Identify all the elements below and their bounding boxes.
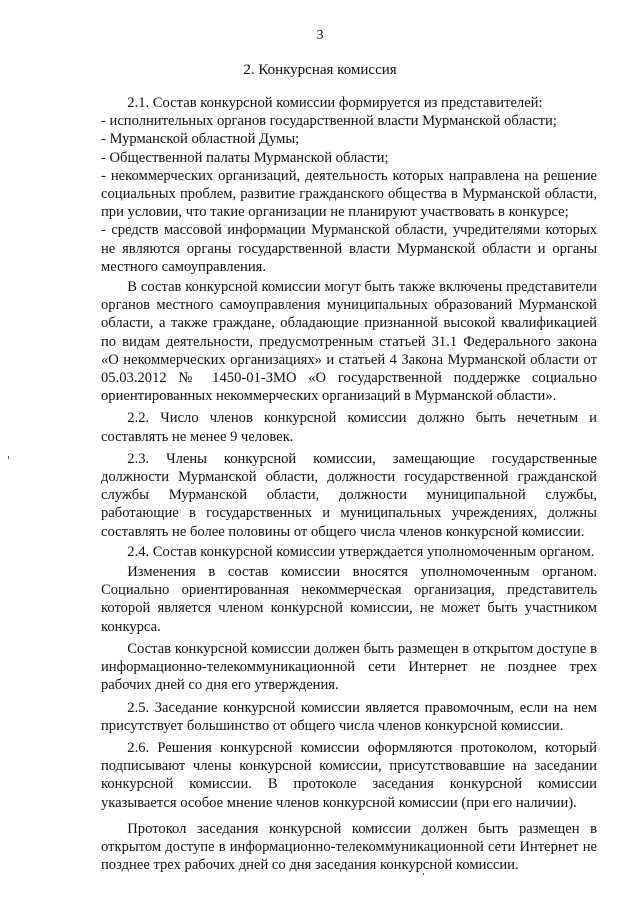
scan-mark-left [8,456,9,459]
paragraph-changes: Изменения в состав комиссии вносятся уполномоченным органом. Социально ориентированная некоммерческая организация, представитель которой является членом конкурсной комиссии, не может быть участником конкурса. [101,564,597,635]
paragraph-2-4: 2.4. Состав конкурсной комиссии утверждается уполномоченным органом. [127,543,595,560]
paragraph-2-6: 2.6. Решения конкурсной комиссии оформляются протоколом, который подписывают члены конкурсной комиссии, присутствовавшие на заседании конкурсной комиссии. В протоколе заседания конкурсной комиссии указывается особое мнение членов конкурсной комиссии (при его наличии). [101,739,597,811]
paragraph-protocol-publication: Протокол заседания конкурсной комиссии должен быть размещен в открытом доступе в информационно-телекоммуникационной сети Интернет не позднее трех рабочих дней со дня заседания конкурсной комиссии. [101,820,597,874]
document-body [101,94,597,874]
list-item-public-chamber: - Общественной палаты Мурманской области; [101,149,389,166]
list-item-mass-media: - средств массовой информации Мурманской области, учредителями которых не являются органы государственной власти Мурманской области и органы местного самоуправления. [101,222,597,275]
section-title: 2. Конкурсная комиссия [243,62,397,78]
paragraph-2-3: 2.3. Члены конкурсной комиссии, замещающие государственные должности Мурманской области, должности государственной гражданской службы Мурманской области, должности муниципальной службы, работающие в государственных и муниципальных учреждениях, должны составлять не более половины от общего числа членов конкурсной комиссии. [101,450,597,540]
paragraph-2-1: 2.1. Состав конкурсной комиссии формируется из представителей: [127,95,543,111]
paragraph-publication: Состав конкурсной комиссии должен быть размещен в открытом доступе в информационно-телекоммуникационной сети Интернет не позднее трех рабочих дней со дня его утверждения. [101,640,597,694]
list-item-regional-duma: - Мурманской областной Думы; [101,131,300,148]
paragraph-2-2: 2.2. Число членов конкурсной комиссии должно быть нечетным и составлять не менее 9 человек. [101,410,597,445]
list-item-nonprofits: - некоммерческих организаций, деятельность которых направлена на решение социальных проблем, развитие гражданского общества в Мурманской области, при условии, что такие организации не планируют участвовать в конкурсе; [101,167,597,221]
paragraph-additional-members: В состав конкурсной комиссии могут быть также включены представители органов местного самоуправления муниципальных образований Мурманской области, а также граждане, обладающие признанной высокой квалификацией по видам деятельности, предусмотренным статьей 31.1 Федерального закона «О некоммерческих организациях» и статьей 4 Закона Мурманской области от 05.03.2012 № 1450-01-ЗМО «О государственной поддержке социально ориентированных некоммерческих организаций в Мурманской области». [101,279,597,405]
list-item-executive-bodies: - исполнительных органов государственной власти Мурманской области; [101,113,557,130]
scan-mark-bottom [423,873,424,875]
paragraph-2-5: 2.5. Заседание конкурсной комиссии является правомочным, если на нем присутствует большинство от общего числа членов конкурсной комиссии. [101,699,597,734]
page-number: 3 [316,28,324,43]
